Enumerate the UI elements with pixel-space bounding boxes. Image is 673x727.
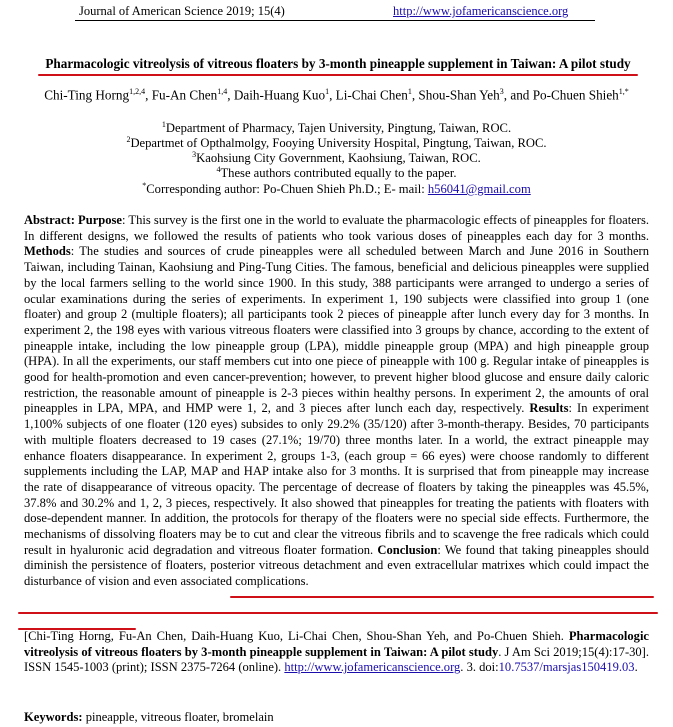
keywords-label: Keywords: — [24, 710, 83, 724]
abstract-conclusion-label: Conclusion — [377, 542, 438, 557]
citation-block — [24, 629, 649, 676]
author-name: Shou-Shan Yeh — [418, 87, 500, 103]
author-affil-sup: 1,* — [618, 87, 629, 96]
keywords — [24, 710, 274, 725]
paper-title: Pharmacologic vitreolysis of vitreous floaters by 3-month pineapple supplement in Taiwan: A pilot study — [45, 56, 631, 71]
citation-after-url: . 3. doi: — [460, 660, 499, 675]
abstract-methods-label: Methods — [24, 244, 71, 259]
corresponding-text: Corresponding author: Po-Chuen Shieh Ph.D.; E- mail: — [146, 182, 428, 197]
journal-name: Journal of American Science 2019; 15(4) — [79, 4, 285, 18]
title-red-underline — [38, 74, 638, 76]
citation-journal-info: . J Am Sci 2019;15(4):17-30]. ISSN 1545-1003 (print); ISSN 2375-7264 (online). — [24, 644, 649, 675]
abstract — [24, 213, 649, 590]
author-name: Chi-Ting Horng — [44, 87, 130, 103]
author-affil-sup: 1 — [407, 87, 412, 96]
abstract-conclusion-text: : We found that taking pineapples should diminish the persistence of floaters, posterior vitreous detachment and even extracellular matrixes which could impact the disturbance of vision and even associated complications. — [24, 542, 649, 589]
author-sep: , and — [503, 87, 533, 103]
abstract-results-label: Results — [529, 401, 569, 416]
corresponding-author — [0, 181, 673, 197]
abstract-results-text: : In experiment 1,100% subjects of one floater (120 eyes) subsides to only 29.2% (35/120) after 3-month-therapy. Besides, 70 participants with multiple floaters decreased to 19 cases (27.1%; 19/70) three months later. In a world, the extract pineapple may enhance floaters disappearance. In experiment 2, groups 1-3, (each group = 66 eyes) were choose randomly to different supplements including the LAP, MAP and HAP intake also for 3 months. It is surprised that from pineapple may increase the rate of disappearance of vitreous opacity. The percentage of decrease of floaters by taking the pineapples was 45.5%, 37.8% and 30.2% and 1, 2, 3 pieces, respectively. It also showed that pineapples for treating the patients with floaters with dose-dependent manner. In addition, the protocols for therapy of the floaters were no special side effects. Furthermore, the mechanisms of dissolving floaters may be to cut and clear the vitreous fibrils and to scavenge the free radicals which could result in hyaluronic acid degradation and vitreous floater formation. — [24, 401, 649, 557]
journal-header — [75, 4, 595, 21]
affil-text: These authors contributed equally to the paper. — [220, 166, 457, 181]
author-name: Po-Chuen Shieh — [532, 87, 619, 103]
affil-text: Kaohsiung City Government, Kaohsiung, Taiwan, ROC. — [196, 151, 481, 166]
conclusion-red-underline-1 — [230, 596, 654, 598]
author-affil-sup: 1,4 — [217, 87, 228, 96]
abstract-methods-text: : The studies and sources of crude pineapples were all scheduled between March and June 2016 in Southern Taiwan, including Tainan, Kaohsiung and Ping-Tung Cities. The famous, beneficial and delicious pineapples were supplied by the local farmers selling to the world since 1900. In this study, 388 participants were arranged to undergo a series of ocular examinations during the series of experiments. In experiment 1, 190 subjects were classified into group 1 (one floater) and group 2 (multiple floaters); all participants took 2 pieces of pineapple after lunch every day for 3 months. In experiment 2, the 198 eyes with various vitreous floaters were classified into 3 groups by chance, according to the extent of pineapple intake, including the low pineapple group (LPA), middle pineapple group (MPA) and high pineapple group (HPA). In all the experiments, our staff members cut into one piece of pineapple with 100 g. Regular intake of pineapples is good for health-promotion and even cancer-prevention; however, to prevent higher blood glucose and ensure daily caloric restriction, the reasonable amount of pineapple is 2-3 pieces within healthy persons. In experiment 2, the amounts of oral pineapples in LPA, MPA, and HMP were 1, 2, and 3 pieces after lunch each day, respectively. — [24, 244, 649, 416]
affil-sup: 3 — [192, 150, 197, 159]
affil-sup: 4 — [216, 165, 221, 174]
affil-text: Department of Pharmacy, Tajen University, Pingtung, Taiwan, ROC. — [165, 121, 512, 136]
author-name: Li-Chai Chen — [335, 87, 408, 103]
author-sep: , — [329, 87, 336, 103]
affiliation-2 — [0, 135, 673, 151]
email-link[interactable]: h56041@gmail.com — [427, 182, 531, 197]
citation-url-link[interactable]: http://www.jofamericanscience.org — [284, 660, 461, 675]
affiliation-1 — [0, 120, 673, 136]
author-name: Daih-Huang Kuo — [233, 87, 326, 103]
corresponding-sup: * — [142, 181, 147, 190]
author-list — [0, 87, 673, 103]
affiliation-3 — [0, 150, 673, 166]
journal-url-link[interactable]: http://www.jofamericanscience.org — [393, 4, 569, 18]
affiliation-4 — [0, 165, 673, 181]
author-sep: , — [411, 87, 419, 103]
author-affil-sup: 1,2,4 — [129, 87, 146, 96]
doi-link[interactable]: 10.7537/marsjas150419.03 — [498, 660, 635, 675]
abstract-purpose-label: Abstract: Purpose — [24, 213, 122, 227]
abstract-purpose-text: : This survey is the first one in the world to evaluate the pharmacologic effects of pineapples for floaters. In different designs, we followed the results of patients who took various doses of pineapples each day for 3 months. — [24, 213, 650, 243]
citation-title: Pharmacologic vitreolysis of vitreous floaters by 3-month pineapple supplement in Taiwan: A pilot study — [24, 629, 649, 659]
affil-sup: 1 — [161, 120, 166, 129]
citation-end: . — [634, 660, 638, 675]
conclusion-red-underline-2 — [18, 612, 658, 614]
author-name: Fu-An Chen — [151, 87, 218, 103]
keywords-text: pineapple, vitreous floater, bromelain — [85, 710, 274, 724]
author-affil-sup: 3 — [499, 87, 504, 96]
affil-text: Departmet of Opthalmolgy, Fooying University Hospital, Pingtung, Taiwan, ROC. — [130, 136, 547, 151]
citation-authors: [Chi-Ting Horng, Fu-An Chen, Daih-Huang Kuo, Li-Chai Chen, Shou-Shan Yeh, and Po-Chuen Shieh. — [24, 629, 564, 643]
author-sep: , — [227, 87, 234, 103]
author-affil-sup: 1 — [325, 87, 330, 96]
affil-sup: 2 — [126, 135, 131, 144]
author-sep: , — [145, 87, 152, 103]
